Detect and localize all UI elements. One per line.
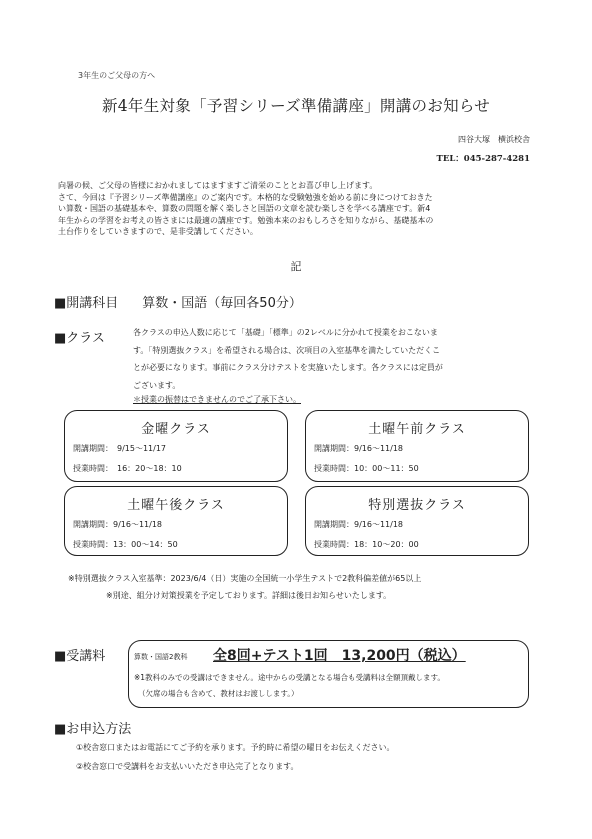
intro-line: さて、今回は『予習シリーズ準備講座』のご案内です。本格的な受験勉強を始める前に身につけておきた bbox=[58, 192, 433, 202]
class-desc-line: 各クラスの申込人数に応じて「基礎」「標準」の2レベルに分かれて授業をおこないま bbox=[133, 328, 438, 337]
intro-line: 年生からの学習をお考えの皆さまには最適の講座です。勉強本来のおもしろさを知りながら、基礎基本の bbox=[58, 215, 434, 225]
class-box-saturday-morning bbox=[305, 410, 529, 482]
ki-heading: 記 bbox=[290, 260, 302, 273]
class-desc-line: ございます。 bbox=[133, 380, 181, 390]
fee-note: ※1教科のみでの受講はできません。途中からの受講となる場合も受講料は全額頂戴します。 bbox=[134, 673, 445, 682]
class-name: 土曜午前クラス bbox=[368, 422, 466, 437]
class-description bbox=[133, 324, 528, 394]
class-box-friday bbox=[64, 410, 288, 482]
recipient-line: 3年生のご父母の方へ bbox=[78, 71, 156, 80]
class-time: 授業時間：10：00～11：50 bbox=[314, 464, 419, 473]
class-name: 特別選抜クラス bbox=[368, 498, 466, 513]
school-name: 四谷大塚 横浜校舎 bbox=[458, 135, 530, 144]
intro-paragraph bbox=[58, 180, 528, 238]
class-desc-line: とが必要になります。事前にクラス分けテストを実施いたします。各クラスには定員が bbox=[133, 363, 443, 372]
class-box-saturday-afternoon bbox=[64, 486, 288, 556]
subjects-heading: ■開講科目 bbox=[54, 296, 119, 311]
class-transfer-note: ＊授業の振替はできませんのでご了承下さい。 bbox=[133, 395, 301, 404]
school-phone: TEL：045-287-4281 bbox=[436, 154, 530, 164]
class-heading: ■クラス bbox=[54, 331, 105, 346]
fee-heading: ■受講料 bbox=[54, 649, 106, 664]
intro-line: 向暑の候、ご父母の皆様におかれましてはますますご清栄のこととお喜び申し上げます。 bbox=[58, 181, 378, 190]
admission-criteria-note: ※特別選抜クラス入室基準：2023/6/4（日）実施の全国統一小学生テストで2教科偏差値が65以上 bbox=[68, 574, 422, 583]
fee-subject: 算数・国語2教科 bbox=[134, 653, 188, 661]
fee-note: （欠席の場合も含めて、教材はお渡しします。） bbox=[138, 689, 299, 698]
class-period: 開講期間：9/16～11/18 bbox=[73, 520, 163, 529]
class-name: 土曜午後クラス bbox=[127, 498, 225, 513]
class-period: 開講期間： 9/15～11/17 bbox=[73, 444, 167, 453]
apply-step: ①校舎窓口またはお電話にてご予約を承ります。予約時に希望の曜日をお伝えください。 bbox=[76, 743, 395, 752]
apply-heading: ■お申込方法 bbox=[54, 722, 132, 737]
apply-steps bbox=[76, 738, 395, 776]
subjects-value: 算数・国語（毎回各50分） bbox=[142, 296, 302, 311]
subjects-section bbox=[54, 292, 302, 311]
class-box-special-selection bbox=[305, 486, 529, 556]
page-title: 新4年生対象「予習シリーズ準備講座」開講のお知らせ bbox=[101, 97, 491, 115]
class-period: 開講期間：9/16～11/18 bbox=[314, 444, 404, 453]
apply-step: ②校舎窓口で受講料をお支払いいただき申込完了となります。 bbox=[76, 762, 299, 771]
class-time: 授業時間：18：10～20：00 bbox=[314, 540, 419, 549]
intro-line: 土台作りをしていきますので、是非受講してください。 bbox=[58, 227, 258, 236]
class-desc-line: す。「特別選抜クラス」を希望される場合は、次項目の入室基準を満たしていただくこ bbox=[133, 345, 441, 355]
intro-line: い算数・国語の基礎基本や、算数の問題を解く楽しさと国語の文章を読む楽しさを学べる講座です。新4 bbox=[58, 204, 431, 213]
class-time: 授業時間： 16：20～18：10 bbox=[73, 464, 182, 473]
fee-price: 全8回+テスト1回 13,200円（税込） bbox=[213, 648, 466, 664]
class-period: 開講期間：9/16～11/18 bbox=[314, 520, 404, 529]
class-name: 金曜クラス bbox=[141, 422, 211, 437]
extra-lesson-note: ※別途、組分け対策授業を予定しております。詳細は後日お知らせいたします。 bbox=[106, 591, 392, 600]
class-time: 授業時間：13：00～14：50 bbox=[73, 540, 178, 549]
